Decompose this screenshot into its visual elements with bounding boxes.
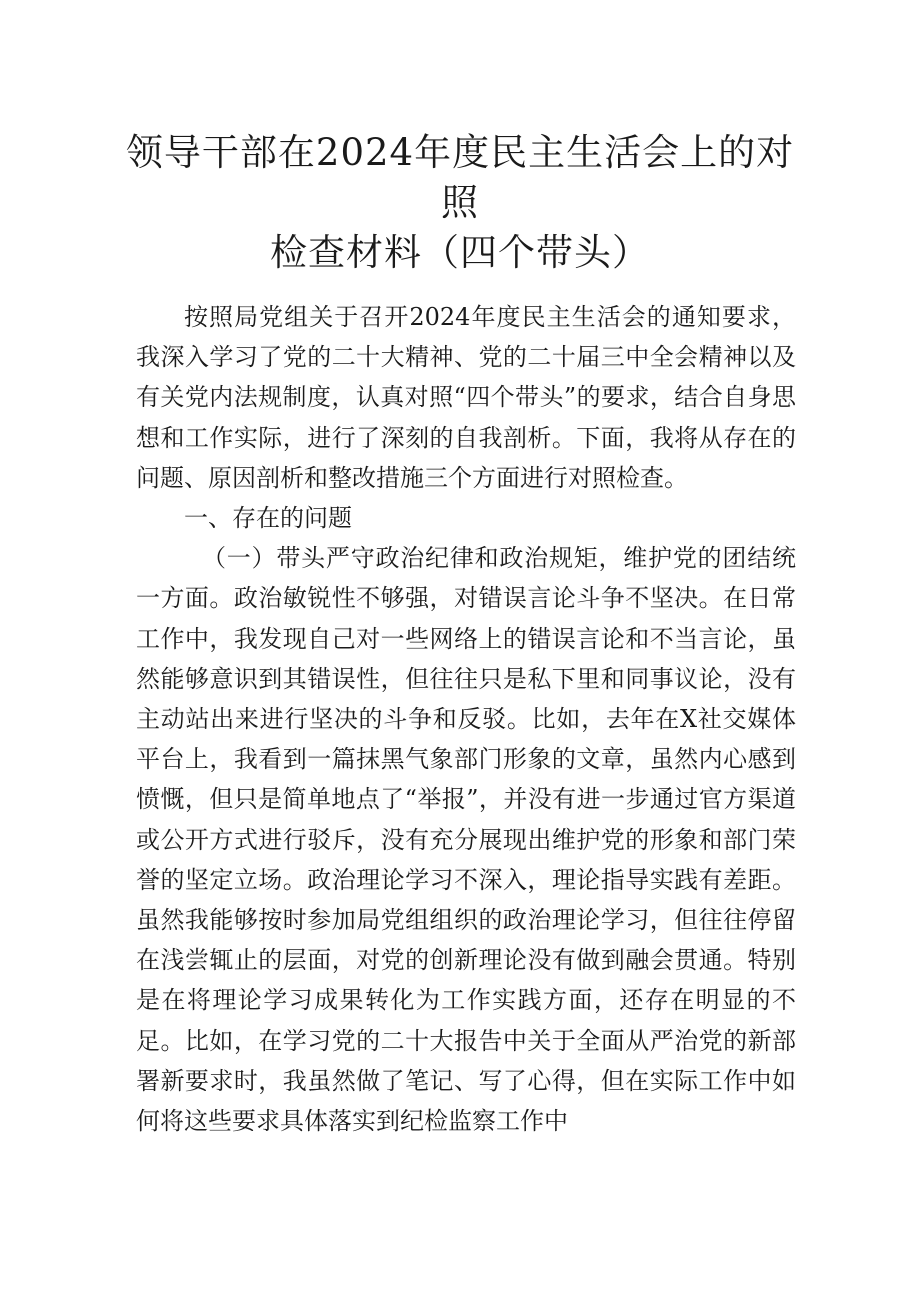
- title-line-1: 领导干部在2024年度民主生活会上的对照: [125, 131, 795, 224]
- title-line-2: 检查材料（四个带头）: [270, 231, 650, 274]
- section-heading-problems: 一、存在的问题: [184, 504, 352, 533]
- document-body: [136, 297, 796, 1141]
- document-title: [120, 128, 800, 278]
- problem-item-1-paragraph: （一）带头严守政治纪律和政治规矩，维护党的团结统一方面。政治敏锐性不够强，对错误言论斗争不坚决。在日常工作中，我发现自己对一些网络上的错误言论和不当言论，虽然能够意识到其错误性，但往往只是私下里和同事议论，没有主动站出来进行坚决的斗争和反驳。比如，去年在X社交媒体平台上，我看到一篇抹黑气象部门形象的文章，虽然内心感到愤慨，但只是简单地点了“举报”，并没有进一步通过官方渠道或公开方式进行驳斥，没有充分展现出维护党的形象和部门荣誉的坚定立场。政治理论学习不深入，理论指导实践有差距。虽然我能够按时参加局党组组织的政治理论学习，但往往停留在浅尝辄止的层面，对党的创新理论没有做到融会贯通。特别是在将理论学习成果转化为工作实践方面，还存在明显的不足。比如，在学习党的二十大报告中关于全面从严治党的新部署新要求时，我虽然做了笔记、写了心得，但在实际工作中如何将这些要求具体落实到纪检监察工作中: [136, 544, 796, 1136]
- intro-paragraph: 按照局党组关于召开2024年度民主生活会的通知要求，我深入学习了党的二十大精神、党的二十届三中全会精神以及有关党内法规制度，认真对照“四个带头”的要求，结合自身思想和工作实际，进行了深刻的自我剖析。下面，我将从存在的问题、原因剖析和整改措施三个方面进行对照检查。: [136, 303, 796, 492]
